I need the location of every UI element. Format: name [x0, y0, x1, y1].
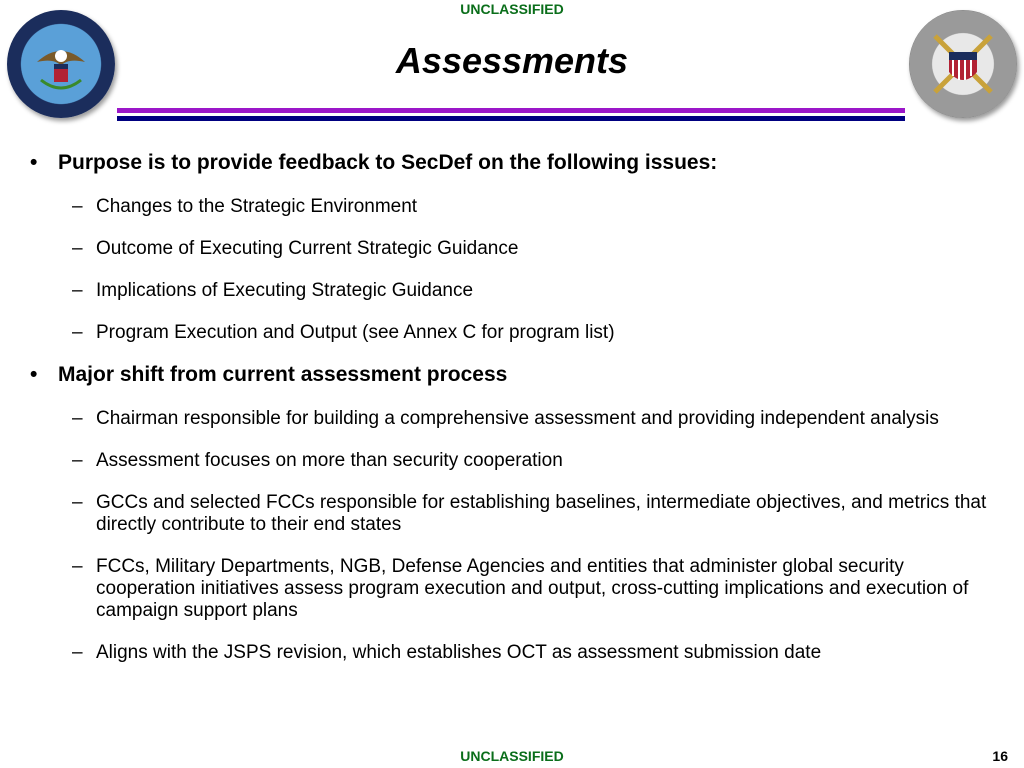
sub-bullet [30, 196, 1000, 218]
sub-bullet-text: Program Execution and Output (see Annex C for program list) [96, 322, 615, 343]
sub-bullet-text: Outcome of Executing Current Strategic Guidance [96, 238, 519, 259]
bullet-heading [30, 362, 1000, 388]
bullet-text: Purpose is to provide feedback to SecDef on the following issues: [58, 151, 718, 174]
page-number: 16 [992, 748, 1008, 764]
bullet-icon: • [30, 363, 38, 386]
title-rule-navy [117, 116, 905, 121]
sub-bullet [30, 408, 1000, 430]
dash-icon: – [72, 196, 83, 217]
sub-bullet-text: FCCs, Military Departments, NGB, Defense Agencies and entities that administer global security cooperation initiatives assess program execution and output, cross-cutting implications and execution of campaign support plans [96, 556, 969, 621]
sub-bullet-text: GCCs and selected FCCs responsible for establishing baselines, intermediate objectives, and metrics that directly contribute to their end states [96, 492, 987, 535]
joint-chiefs-of-staff-seal-icon [909, 10, 1017, 118]
classification-banner-bottom: UNCLASSIFIED [460, 748, 564, 764]
sub-bullet-text: Assessment focuses on more than security cooperation [96, 450, 563, 471]
bullet-heading [30, 150, 1000, 176]
sub-bullet-text: Aligns with the JSPS revision, which establishes OCT as assessment submission date [96, 642, 822, 663]
sub-bullet [30, 450, 1000, 472]
sub-bullet-text: Implications of Executing Strategic Guidance [96, 280, 474, 301]
slide-body [30, 150, 1000, 664]
dash-icon: – [72, 322, 83, 343]
dash-icon: – [72, 450, 83, 471]
sub-bullet [30, 556, 1000, 622]
sub-bullet-text: Changes to the Strategic Environment [96, 196, 418, 217]
dash-icon: – [72, 280, 83, 301]
sub-bullet [30, 280, 1000, 302]
dash-icon: – [72, 408, 83, 429]
title-rule-purple [117, 108, 905, 113]
sub-bullet [30, 642, 1000, 664]
sub-bullet-text: Chairman responsible for building a comprehensive assessment and providing independent analysis [96, 408, 939, 429]
sub-bullet [30, 322, 1000, 344]
dash-icon: – [72, 238, 83, 259]
bullet-text: Major shift from current assessment process [58, 363, 508, 386]
slide-title: Assessments [395, 40, 629, 81]
sub-bullet [30, 238, 1000, 260]
dash-icon: – [72, 642, 83, 663]
bullet-icon: • [30, 151, 38, 174]
classification-banner-top: UNCLASSIFIED [460, 1, 564, 17]
dash-icon: – [72, 556, 83, 577]
dash-icon: – [72, 492, 83, 513]
sub-bullet [30, 492, 1000, 536]
